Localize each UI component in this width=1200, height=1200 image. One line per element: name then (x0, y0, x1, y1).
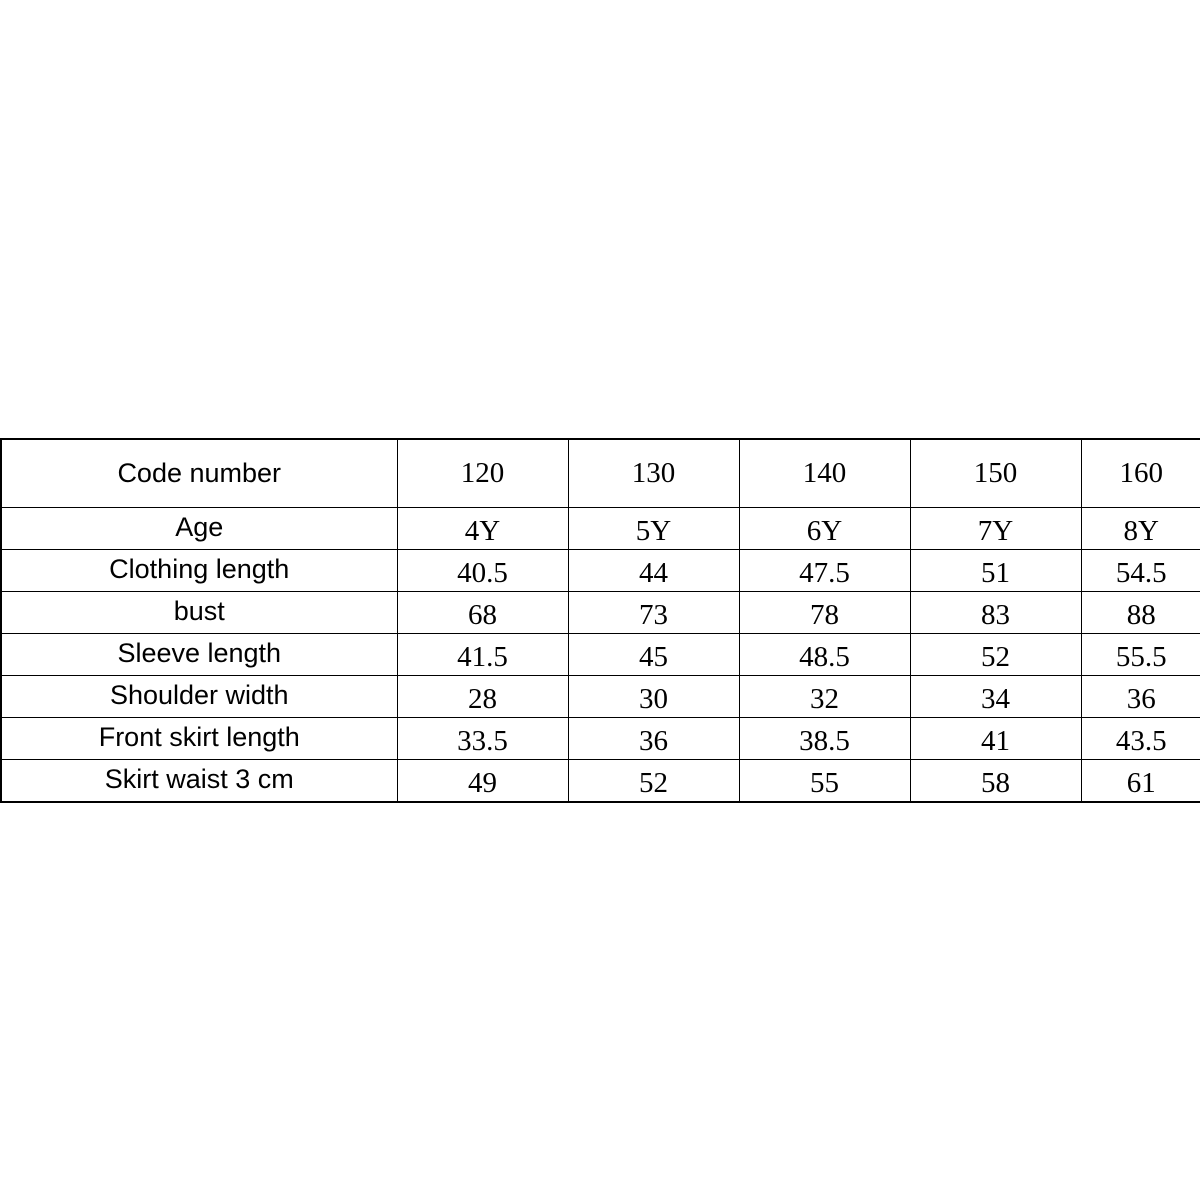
table-cell: 33.5 (397, 718, 568, 760)
table-cell: 5Y (568, 508, 739, 550)
table-cell: 40.5 (397, 550, 568, 592)
size-code-cell: 160 (1081, 439, 1200, 508)
table-cell: 54.5 (1081, 550, 1200, 592)
table-cell: 32 (739, 676, 910, 718)
row-label: Age (1, 508, 397, 550)
row-label: Skirt waist 3 cm (1, 760, 397, 803)
table-cell: 88 (1081, 592, 1200, 634)
table-cell: 49 (397, 760, 568, 803)
table-cell: 36 (1081, 676, 1200, 718)
table-cell: 61 (1081, 760, 1200, 803)
header-row (1, 439, 1200, 508)
table-row (1, 550, 1200, 592)
table-cell: 41 (910, 718, 1081, 760)
table-cell: 28 (397, 676, 568, 718)
table-cell: 7Y (910, 508, 1081, 550)
table-row (1, 592, 1200, 634)
table-cell: 45 (568, 634, 739, 676)
size-code-cell: 130 (568, 439, 739, 508)
header-label: Code number (1, 439, 397, 508)
table-cell: 83 (910, 592, 1081, 634)
table-cell: 55.5 (1081, 634, 1200, 676)
table-cell: 6Y (739, 508, 910, 550)
table-cell: 41.5 (397, 634, 568, 676)
table-cell: 47.5 (739, 550, 910, 592)
row-label: Sleeve length (1, 634, 397, 676)
table-cell: 51 (910, 550, 1081, 592)
table-row (1, 634, 1200, 676)
table-row (1, 718, 1200, 760)
row-label: bust (1, 592, 397, 634)
table-cell: 30 (568, 676, 739, 718)
table-row (1, 508, 1200, 550)
table-cell: 55 (739, 760, 910, 803)
row-label: Clothing length (1, 550, 397, 592)
size-chart-table (0, 438, 1200, 803)
table-cell: 38.5 (739, 718, 910, 760)
size-code-cell: 150 (910, 439, 1081, 508)
table-cell: 52 (568, 760, 739, 803)
table-cell: 48.5 (739, 634, 910, 676)
table-cell: 68 (397, 592, 568, 634)
size-code-cell: 140 (739, 439, 910, 508)
table-cell: 52 (910, 634, 1081, 676)
table-cell: 4Y (397, 508, 568, 550)
table-cell: 43.5 (1081, 718, 1200, 760)
table-row (1, 760, 1200, 803)
row-label: Front skirt length (1, 718, 397, 760)
table-cell: 8Y (1081, 508, 1200, 550)
table-cell: 34 (910, 676, 1081, 718)
row-label: Shoulder width (1, 676, 397, 718)
table-cell: 58 (910, 760, 1081, 803)
table-cell: 44 (568, 550, 739, 592)
size-code-cell: 120 (397, 439, 568, 508)
table-cell: 78 (739, 592, 910, 634)
table-row (1, 676, 1200, 718)
table-cell: 36 (568, 718, 739, 760)
table-cell: 73 (568, 592, 739, 634)
